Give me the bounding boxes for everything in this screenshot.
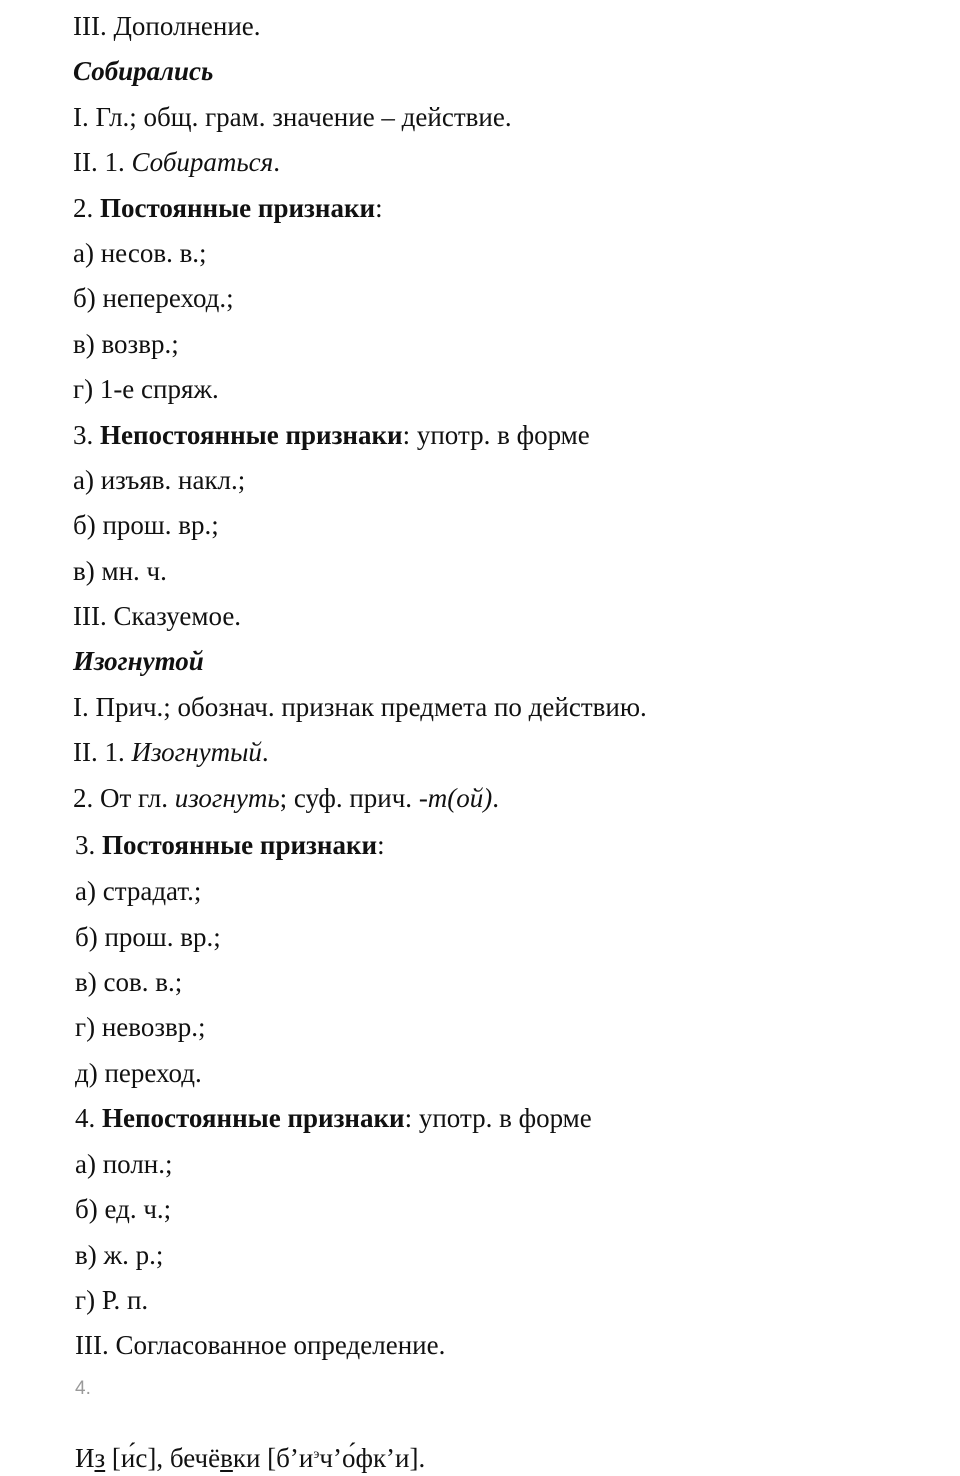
list-item: а) страдат.; <box>75 876 202 906</box>
list-item: в) возвр.; <box>73 329 179 359</box>
list-item: г) невозвр.; <box>75 1012 206 1042</box>
line-initial-form: II. 1. Изогнутый. <box>73 737 269 767</box>
list-item: б) прош. вр.; <box>75 922 221 952</box>
list-item: г) 1-е спряж. <box>73 374 219 404</box>
line-constant-features: 3. Постоянные признаки: <box>75 830 385 860</box>
line-initial-form: II. 1. Собираться. <box>73 147 280 177</box>
list-item: в) сов. в.; <box>75 967 183 997</box>
list-item: б) прош. вр.; <box>73 510 219 540</box>
underlined-letter: з <box>94 1443 106 1473</box>
list-item: б) ед. ч.; <box>75 1194 172 1224</box>
line-addition: III. Дополнение. <box>73 11 261 41</box>
list-item: а) изъяв. накл.; <box>73 465 246 495</box>
list-item: в) ж. р.; <box>75 1240 164 1270</box>
participle-suffix: -т(ой) <box>418 783 493 813</box>
initial-form-word: Собираться <box>131 147 274 177</box>
word-heading-izognutoy <box>73 645 204 677</box>
line-part-of-speech: I. Гл.; общ. грам. значение – действие. <box>73 102 512 132</box>
constant-features-label: Постоянные признаки <box>100 193 376 223</box>
list-item: в) мн. ч. <box>73 556 167 586</box>
line-variable-features: 3. Непостоянные признаки: употр. в форме <box>73 420 590 450</box>
line-derivation: 2. От гл. изогнуть; суф. прич. -т(ой). <box>73 783 500 813</box>
line-variable-features: 4. Непостоянные признаки: употр. в форме <box>75 1103 592 1133</box>
list-item: д) переход. <box>75 1058 202 1088</box>
list-item: а) несов. в.; <box>73 238 207 268</box>
source-verb: изогнуть <box>174 783 280 813</box>
line-syntactic-role: III. Сказуемое. <box>73 601 242 631</box>
underlined-letter: в <box>220 1443 233 1473</box>
line-constant-features: 2. Постоянные признаки: <box>73 193 383 223</box>
constant-features-label: Постоянные признаки <box>102 830 378 860</box>
task-number: 4. <box>75 1378 91 1399</box>
line-part-of-speech: I. Прич.; обознач. признак предмета по действию. <box>73 692 647 722</box>
superscript-vowel: э <box>313 1447 320 1462</box>
list-item: а) полн.; <box>75 1149 173 1179</box>
variable-features-label: Непостоянные признаки <box>100 420 403 450</box>
word-title: Собирались <box>73 56 214 86</box>
list-item: б) непереход.; <box>73 283 234 313</box>
line-syntactic-role: III. Согласованное определение. <box>75 1330 446 1360</box>
list-item: г) Р. п. <box>75 1285 149 1315</box>
variable-features-label: Непостоянные признаки <box>102 1103 405 1133</box>
word-title: Изогнутой <box>73 646 204 676</box>
word-heading-sobiralis <box>73 55 213 87</box>
initial-form-word: Изогнутый <box>131 737 262 767</box>
phonetic-transcription: Из [и́с], бечёвки $[б’и^эч’о́фк’и]$. <box>75 1443 426 1473</box>
